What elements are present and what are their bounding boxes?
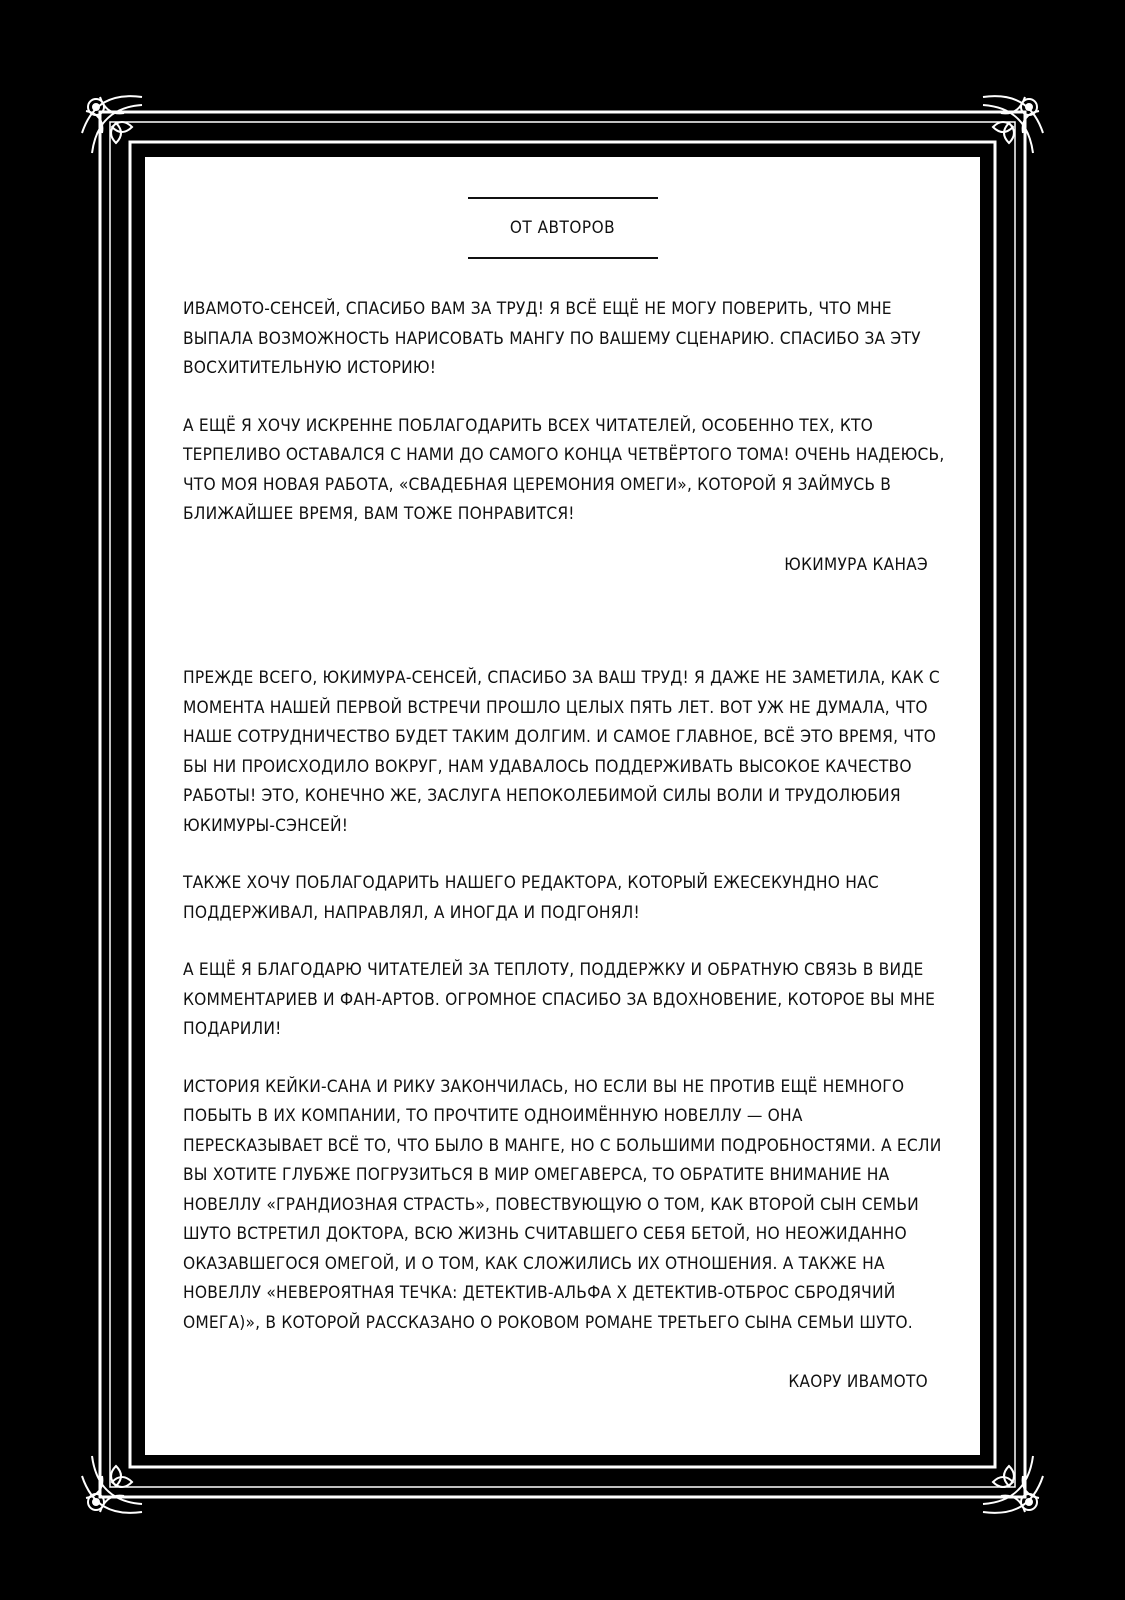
paragraph: А ЕЩЁ Я БЛАГОДАРЮ ЧИТАТЕЛЕЙ ЗА ТЕПЛОТУ, ПОДДЕРЖКУ И ОБРАТНУЮ СВЯЗЬ В ВИДЕ КОММЕНТАРИЕВ И ФАН-АРТОВ. ОГРОМНОЕ СПАСИБО ЗА ВДОХНОВЕНИЕ, КОТОРОЕ ВЫ МНЕ ПОДАРИЛИ! (183, 960, 936, 1039)
paragraph: ИВАМОТО-СЕНСЕЙ, СПАСИБО ВАМ ЗА ТРУД! Я ВСЁ ЕЩЁ НЕ МОГУ ПОВЕРИТЬ, ЧТО МНЕ ВЫПАЛА ВОЗМОЖНОСТЬ НАРИСОВАТЬ МАНГУ ПО ВАШЕМУ СЦЕНАРИЮ. СПАСИБО ЗА ЭТУ ВОСХИТИТЕЛЬНУЮ ИСТОРИЮ! (183, 299, 921, 378)
heading-rule-top (468, 197, 658, 199)
text-page (145, 157, 980, 1455)
afterword-section-2 (183, 664, 945, 1366)
corner-ornament-top-right (983, 96, 1043, 153)
afterword-section-1 (183, 295, 945, 558)
page-title: ОТ АВТОРОВ (509, 218, 616, 238)
corner-ornament-top-left (82, 96, 142, 153)
paragraph: А ЕЩЁ Я ХОЧУ ИСКРЕННЕ ПОБЛАГОДАРИТЬ ВСЕХ ЧИТАТЕЛЕЙ, ОСОБЕННО ТЕХ, КТО ТЕРПЕЛИВО ОСТАВАЛСЯ С НАМИ ДО САМОГО КОНЦА ЧЕТВЁРТОГО ТОМА! ОЧЕНЬ НАДЕЮСЬ, ЧТО МОЯ НОВАЯ РАБОТА, «СВАДЕБНАЯ ЦЕРЕМОНИЯ ОМЕГИ», КОТОРОЙ Я ЗАЙМУСЬ В БЛИЖАЙШЕЕ ВРЕМЯ, ВАМ ТОЖЕ ПОНРАВИТСЯ! (183, 415, 945, 524)
corner-ornament-bottom-right (983, 1456, 1043, 1513)
paragraph: ИСТОРИЯ КЕЙКИ-САНА И РИКУ ЗАКОНЧИЛАСЬ, НО ЕСЛИ ВЫ НЕ ПРОТИВ ЕЩЁ НЕМНОГО ПОБЫТЬ В ИХ КОМПАНИИ, ТО ПРОЧТИТЕ ОДНОИМЁННУЮ НОВЕЛЛУ — ОНА ПЕРЕСКАЗЫВАЕТ ВСЁ ТО, ЧТО БЫЛО В МАНГЕ, НО С БОЛЬШИМИ ПОДРОБНОСТЯМИ. А ЕСЛИ ВЫ ХОТИТЕ ГЛУБЖЕ ПОГРУЗИТЬСЯ В МИР ОМЕГАВЕРСА, ТО ОБРАТИТЕ ВНИМАНИЕ НА НОВЕЛЛУ «ГРАНДИОЗНАЯ СТРАСТЬ», ПОВЕСТВУЮЩУЮ О ТОМ, КАК ВТОРОЙ СЫН СЕМЬИ ШУТО ВСТРЕТИЛ ДОКТОРА, ВСЮ ЖИЗНЬ СЧИТАВШЕГО СЕБЯ БЕТОЙ, НО НЕОЖИДАННО ОКАЗАВШЕГОСЯ ОМЕГОЙ, И О ТОМ, КАК СЛОЖИЛИСЬ ИХ ОТНОШЕНИЯ. А ТАКЖЕ НА НОВЕЛЛУ «НЕВЕРОЯТНАЯ ТЕЧКА: ДЕТЕКТИВ-АЛЬФА X ДЕТЕКТИВ-ОТБРОС СБРОДЯЧИЙ ОМЕГА)», В КОТОРОЙ РАССКАЗАНО О РОКОВОМ РОМАНЕ ТРЕТЬЕГО СЫНА СЕМЬИ ШУТО. (183, 1076, 942, 1333)
heading-rule-bottom (468, 257, 658, 259)
paragraph: ПРЕЖДЕ ВСЕГО, ЮКИМУРА-СЕНСЕЙ, СПАСИБО ЗА ВАШ ТРУД! Я ДАЖЕ НЕ ЗАМЕТИЛА, КАК С МОМЕНТА НАШЕЙ ПЕРВОЙ ВСТРЕЧИ ПРОШЛО ЦЕЛЫХ ПЯТЬ ЛЕТ. ВОТ УЖ НЕ ДУМАЛА, ЧТО НАШЕ СОТРУДНИЧЕСТВО БУДЕТ ТАКИМ ДОЛГИМ. И САМОЕ ГЛАВНОЕ, ВСЁ ЭТО ВРЕМЯ, ЧТО БЫ НИ ПРОИСХОДИЛО ВОКРУГ, НАМ УДАВАЛОСЬ ПОДДЕРЖИВАТЬ ВЫСОКОЕ КАЧЕСТВО РАБОТЫ! ЭТО, КОНЕЧНО ЖЕ, ЗАСЛУГА НЕПОКОЛЕБИМОЙ СИЛЫ ВОЛИ И ТРУДОЛЮБИЯ ЮКИМУРЫ-СЭНСЕЙ! (183, 668, 940, 836)
paragraph: ТАКЖЕ ХОЧУ ПОБЛАГОДАРИТЬ НАШЕГО РЕДАКТОРА, КОТОРЫЙ ЕЖЕСЕКУНДНО НАС ПОДДЕРЖИВАЛ, НАПРАВЛЯЛ, А ИНОГДА И ПОДГОНЯЛ! (183, 873, 879, 923)
signature-iwamoto: КАОРУ ИВАМОТО (788, 1372, 928, 1392)
corner-ornament-bottom-left (82, 1456, 142, 1513)
heading-block (145, 197, 980, 259)
signature-yukimura: ЮКИМУРА КАНАЭ (784, 555, 928, 575)
